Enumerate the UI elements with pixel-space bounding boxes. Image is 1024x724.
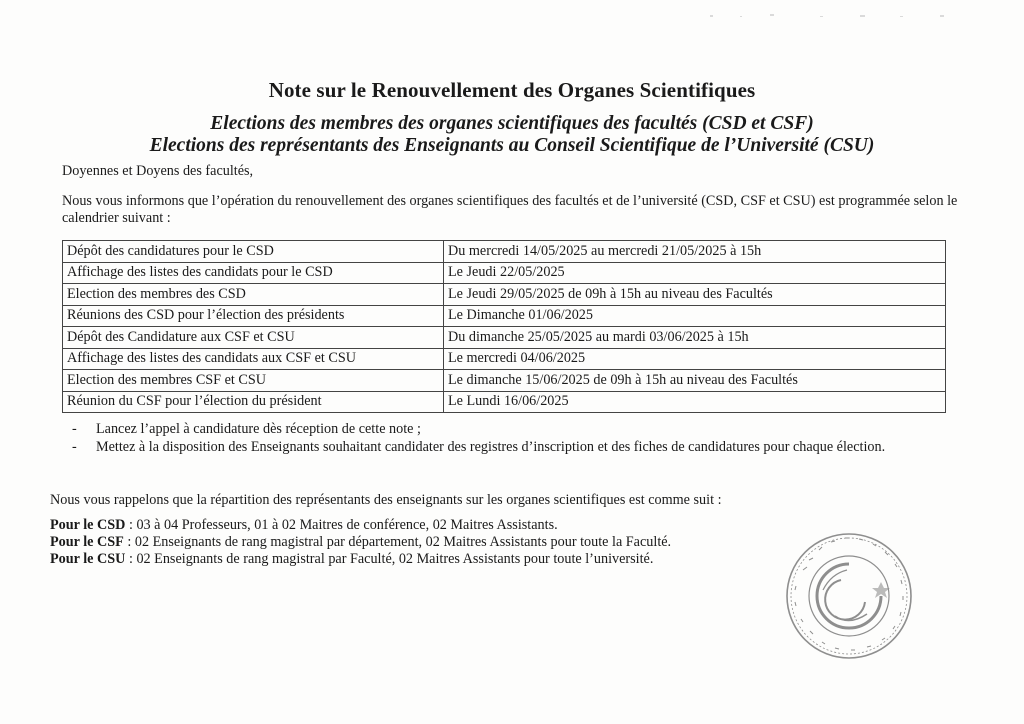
calendar-event: Affichage des listes des candidats aux CSF et CSU <box>63 348 444 370</box>
bullet-marker: - <box>72 439 77 455</box>
calendar-event: Réunion du CSF pour l’élection du président <box>63 391 444 413</box>
bullet-marker: - <box>72 421 77 437</box>
representation-csd <box>50 517 671 534</box>
representation-list <box>50 517 671 568</box>
calendar-date: Le Jeudi 22/05/2025 <box>444 262 946 284</box>
representation-label: Pour le CSD <box>50 517 126 533</box>
calendar-event: Election des membres des CSD <box>63 284 444 306</box>
representation-label: Pour le CSU <box>50 551 126 567</box>
table-row <box>63 391 946 413</box>
calendar-event: Réunions des CSD pour l’élection des présidents <box>63 305 444 327</box>
table-row <box>63 305 946 327</box>
table-row <box>63 262 946 284</box>
list-item <box>72 421 952 438</box>
calendar-date: Le dimanche 15/06/2025 de 09h à 15h au niveau des Facultés <box>444 370 946 392</box>
table-row <box>63 284 946 306</box>
table-row <box>63 241 946 263</box>
subtitle-faculty-elections: Elections des membres des organes scientifiques des facultés (CSD et CSF) <box>210 113 814 134</box>
instruction-list <box>72 421 952 457</box>
list-item <box>72 439 952 456</box>
calendar-event: Dépôt des candidatures pour le CSD <box>63 241 444 263</box>
table-row <box>63 327 946 349</box>
calendar-date: Le Jeudi 29/05/2025 de 09h à 15h au niveau des Facultés <box>444 284 946 306</box>
calendar-date: Le Dimanche 01/06/2025 <box>444 305 946 327</box>
calendar-event: Dépôt des Candidature aux CSF et CSU <box>63 327 444 349</box>
recall-paragraph: Nous vous rappelons que la répartition des représentants des enseignants sur les organes scientifiques est comme suit : <box>50 492 722 508</box>
scan-noise <box>700 12 980 20</box>
greeting: Doyennes et Doyens des facultés, <box>62 163 254 179</box>
representation-label: Pour le CSF <box>50 534 124 550</box>
calendar-date: Du mercredi 14/05/2025 au mercredi 21/05/2025 à 15h <box>444 241 946 263</box>
calendar-date: Le mercredi 04/06/2025 <box>444 348 946 370</box>
representation-text: : 02 Enseignants de rang magistral par département, 02 Maitres Assistants pour toute la Faculté. <box>123 534 672 550</box>
calendar-event: Affichage des listes des candidats pour le CSD <box>63 262 444 284</box>
calendar-event: Election des membres CSF et CSU <box>63 370 444 392</box>
representation-text: : 02 Enseignants de rang magistral par Faculté, 02 Maitres Assistants pour toute l’université. <box>125 551 654 567</box>
list-item-text: Lancez l’appel à candidature dès réception de cette note ; <box>96 421 421 437</box>
official-seal-icon <box>783 530 915 662</box>
document-title: Note sur le Renouvellement des Organes Scientifiques <box>268 78 756 102</box>
representation-csf <box>50 534 671 551</box>
calendar-table <box>62 240 946 413</box>
table-row <box>63 370 946 392</box>
list-item-text: Mettez à la disposition des Enseignants souhaitant candidater des registres d’inscription et des fiches de candidatures pour chaque élection. <box>96 439 886 455</box>
calendar-date: Du dimanche 25/05/2025 au mardi 03/06/2025 à 15h <box>444 327 946 349</box>
intro-paragraph: Nous vous informons que l’opération du renouvellement des organes scientifiques des facultés et de l’université (CSD, CSF et CSU) est programmée selon le calendrier suivant : <box>62 193 958 226</box>
representation-text: : 03 à 04 Professeurs, 01 à 02 Maitres de conférence, 02 Maitres Assistants. <box>125 517 558 533</box>
table-row <box>63 348 946 370</box>
calendar-date: Le Lundi 16/06/2025 <box>444 391 946 413</box>
representation-csu <box>50 551 671 568</box>
subtitle-university-elections: Elections des représentants des Enseignants au Conseil Scientifique de l’Université (CSU) <box>149 135 875 156</box>
